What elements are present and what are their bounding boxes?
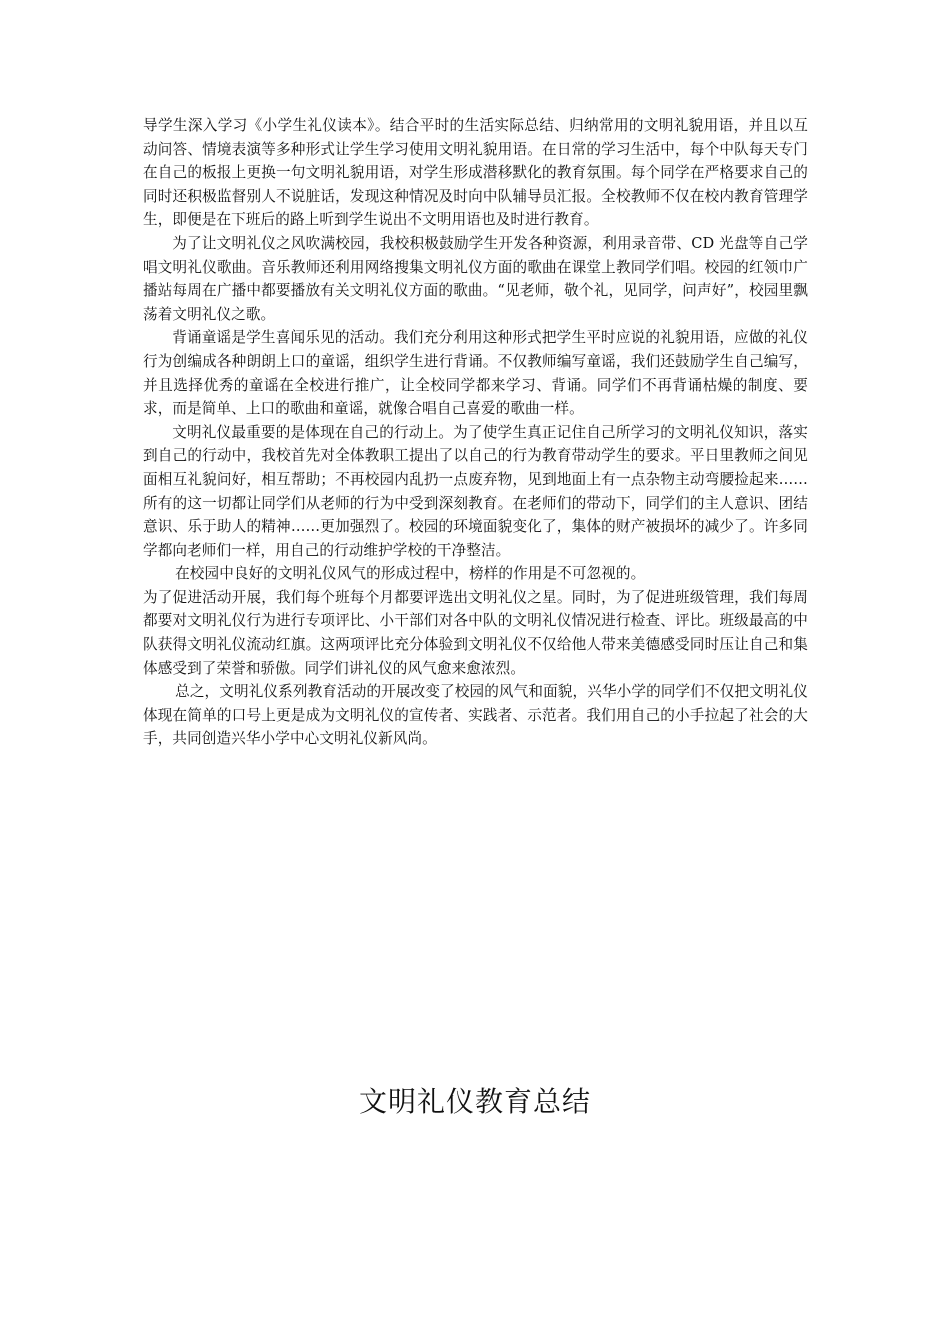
document-title: 文明礼仪教育总结	[358, 1085, 591, 1118]
paragraph-1: 导学生深入学习《小学生礼仪读本》。结合平时的生活实际总结、归纳常用的文明礼貌用语，并且以互动问答、情境表演等多种形式让学生学习使用文明礼貌用语。在日常的学习生活中，每个中队每天专门在自己的板报上更换一句文明礼貌用语，对学生形成潜移默化的教育氛围。每个同学在严格要求自己的同时还积极监督别人不说脏话，发现这种情况及时向中队辅导员汇报。全校教师不仅在校内教育管理学生，即便是在下班后的路上听到学生说出不文明用语也及时进行教育。	[143, 117, 808, 229]
paragraph-7: 总之，文明礼仪系列教育活动的开展改变了校园的风气和面貌，兴华小学的同学们不仅把文明礼仪体现在简单的口号上更是成为文明礼仪的宣传者、实践者、示范者。我们用自己的小手拉起了社会的大手，共同创造兴华小学中心文明礼仪新风尚。	[143, 683, 808, 748]
paragraph-6: 为了促进活动开展，我们每个班每个月都要评选出文明礼仪之星。同时，为了促进班级管理，我们每周都要对文明礼仪行为进行专项评比、小干部们对各中队的文明礼仪情况进行检查、评比。班级最高的中队获得文明礼仪流动红旗。这两项评比充分体验到文明礼仪不仅给他人带来美德感受同时压让自己和集体感受到了荣誉和骄傲。同学们讲礼仪的风气愈来愈浓烈。	[143, 588, 808, 677]
paragraph-2: 为了让文明礼仪之风吹满校园，我校积极鼓励学生开发各种资源，利用录音带、CD 光盘等自己学唱文明礼仪歌曲。音乐教师还利用网络搜集文明礼仪方面的歌曲在课堂上教同学们唱。校园的红领巾广播站每周在广播中都要播放有关文明礼仪方面的歌曲。“见老师，敬个礼，见同学，问声好”，校园里飘荡着文明礼仪之歌。	[143, 234, 808, 323]
document-body	[143, 114, 808, 751]
paragraph-5: 在校园中良好的文明礼仪风气的形成过程中，榜样的作用是不可忽视的。	[175, 565, 646, 583]
paragraph-4: 文明礼仪最重要的是体现在自己的行动上。为了使学生真正记住自己所学习的文明礼仪知识，落实到自己的行动中，我校首先对全体教职工提出了以自己的行为教育带动学生的要求。平日里教师之间见面相互礼貌问好，相互帮助；不再校园内乱扔一点废弃物，见到地面上有一点杂物主动弯腰捡起来……所有的这一切都让同学们从老师的行为中受到深刻教育。在老师们的带动下，同学们的主人意识、团结意识、乐于助人的精神……更加强烈了。校园的环境面貌变化了，集体的财产被损坏的减少了。许多同学都向老师们一样，用自己的行动维护学校的干净整洁。	[143, 423, 808, 559]
paragraph-3: 背诵童谣是学生喜闻乐见的活动。我们充分利用这种形式把学生平时应说的礼貌用语，应做的礼仪行为创编成各种朗朗上口的童谣，组织学生进行背诵。不仅教师编写童谣，我们还鼓励学生自己编写，并且选择优秀的童谣在全校进行推广，让全校同学都来学习、背诵。同学们不再背诵枯燥的制度、要求，而是简单、上口的歌曲和童谣，就像合唱自己喜爱的歌曲一样。	[143, 329, 808, 418]
